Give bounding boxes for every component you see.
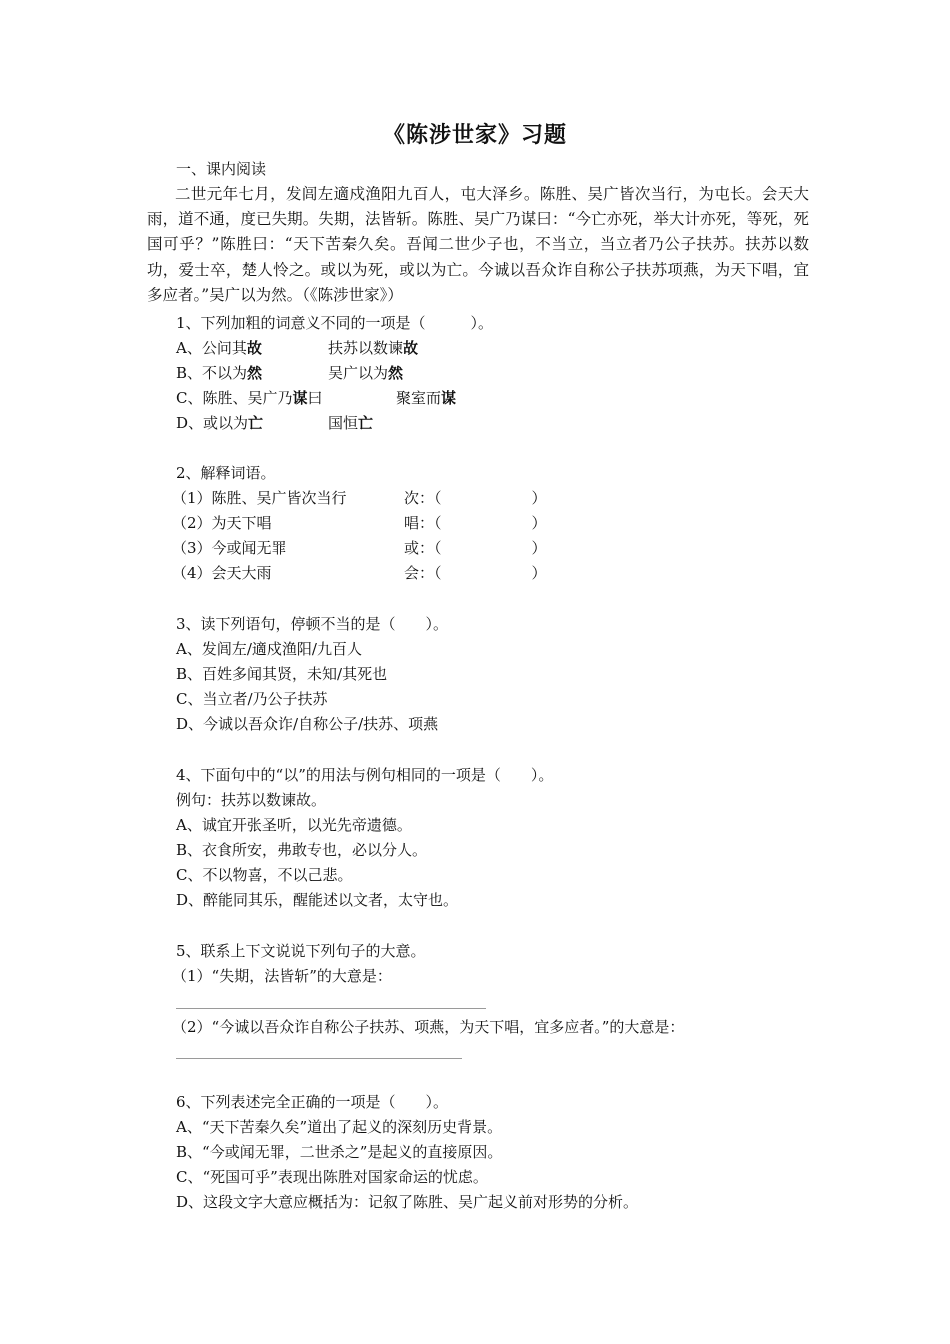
item-phrase: （4）会天大雨 [172, 564, 272, 582]
q1-option-a [176, 338, 419, 358]
item-blank: 次：（ ） [404, 489, 547, 507]
question-6-stem: 6、下列表述完全正确的一项是（ ）。 [176, 1093, 449, 1111]
q1-option-c [176, 388, 457, 408]
option-compare [396, 388, 456, 408]
q2-item-1 [172, 488, 547, 508]
section-heading: 一、课内阅读 [176, 160, 267, 178]
q3-option-c: C、当立者/乃公子扶苏 [176, 690, 328, 708]
q3-option-b: B、百姓多闻其贤，未知/其死也 [176, 665, 388, 683]
q2-item-3 [172, 538, 547, 558]
option-text: D、或以为 [176, 414, 249, 432]
reading-passage: 二世元年七月，发闾左適戍渔阳九百人，屯大泽乡。陈胜、吴广皆次当行，为屯长。会天大雨，道不通，度已失期。失期，法皆斩。陈胜、吴广乃谋曰：“今亡亦死，举大计亦死，等死，死国可乎？”陈胜曰：“天下苦秦久矣。吾闻二世少子也，不当立，当立者乃公子扶苏。扶苏以数功，爱士卒，楚人怜之。或以为死，或以为亡。今诚以吾众诈自称公子扶苏项燕，为天下唱，宜多应者。”吴广以为然。（《陈涉世家》） [147, 185, 809, 304]
q2-item-2 [172, 513, 547, 533]
option-text: 扶苏以数谏 [328, 339, 404, 357]
option-text: 聚室而 [396, 389, 442, 407]
option-compare [328, 413, 373, 433]
option-text: A、公问其 [176, 339, 247, 357]
item-blank: 会：（ ） [404, 564, 547, 582]
option-text: 曰 [307, 389, 323, 407]
option-text: B、不以为 [176, 364, 248, 382]
page-title: 《陈涉世家》习题 [382, 122, 567, 148]
question-5-stem: 5、联系上下文说说下列句子的大意。 [176, 942, 426, 960]
q4-option-c: C、不以物喜，不以己悲。 [176, 866, 353, 884]
q6-option-c: C、“死国可乎”表现出陈胜对国家命运的忧虑。 [176, 1168, 488, 1186]
q4-example: 例句：扶苏以数谏故。 [176, 791, 327, 809]
option-text: 国恒 [328, 414, 359, 432]
option-text: 吴广以为 [328, 364, 389, 382]
q4-option-a: A、诚宜开张圣听，以光先帝遗德。 [176, 816, 412, 834]
option-compare [328, 363, 403, 383]
q1-option-b [176, 363, 404, 383]
q2-item-4 [172, 563, 547, 583]
q6-option-b: B、“今或闻无罪，二世杀之”是起义的直接原因。 [176, 1143, 503, 1161]
q4-option-b: B、衣食所安，弗敢专也，必以分人。 [176, 841, 428, 859]
bold-word: 故 [246, 339, 262, 357]
q4-option-d: D、醉能同其乐，醒能述以文者，太守也。 [176, 891, 459, 909]
answer-line-1 [176, 1008, 486, 1009]
bold-word: 亡 [358, 414, 374, 432]
bold-word: 故 [403, 339, 419, 357]
q1-option-d [176, 413, 374, 433]
answer-line-2 [176, 1058, 462, 1059]
bold-word: 谋 [292, 389, 308, 407]
question-3-stem: 3、读下列语句，停顿不当的是（ ）。 [176, 615, 449, 633]
bold-word: 谋 [441, 389, 457, 407]
item-blank: 或：（ ） [404, 539, 547, 557]
question-4-stem: 4、下面句中的“以”的用法与例句相同的一项是（ ）。 [176, 766, 554, 784]
bold-word: 然 [388, 364, 404, 382]
q5-sub-2: （2）“今诚以吾众诈自称公子扶苏、项燕，为天下唱，宜多应者。”的大意是： [172, 1018, 685, 1036]
item-phrase: （3）今或闻无罪 [172, 539, 287, 557]
q3-option-d: D、今诚以吾众诈/自称公子/扶苏、项燕 [176, 715, 439, 733]
q6-option-d: D、这段文字大意应概括为：记叙了陈胜、吴广起义前对形势的分析。 [176, 1193, 639, 1211]
bold-word: 亡 [248, 414, 264, 432]
q3-option-a: A、发闾左/適戍渔阳/九百人 [176, 640, 362, 658]
item-phrase: （1）陈胜、吴广皆次当行 [172, 489, 347, 507]
q5-sub-1: （1）“失期，法皆斩”的大意是： [172, 967, 392, 985]
question-2-stem: 2、解释词语。 [176, 464, 276, 482]
item-phrase: （2）为天下唱 [172, 514, 272, 532]
item-blank: 唱：（ ） [404, 514, 547, 532]
bold-word: 然 [247, 364, 263, 382]
option-compare [328, 338, 418, 358]
question-1-stem: 1、下列加粗的词意义不同的一项是（ ）。 [176, 314, 494, 332]
q6-option-a: A、“天下苦秦久矣”道出了起义的深刻历史背景。 [176, 1118, 503, 1136]
option-text: C、陈胜、吴广乃 [176, 389, 293, 407]
